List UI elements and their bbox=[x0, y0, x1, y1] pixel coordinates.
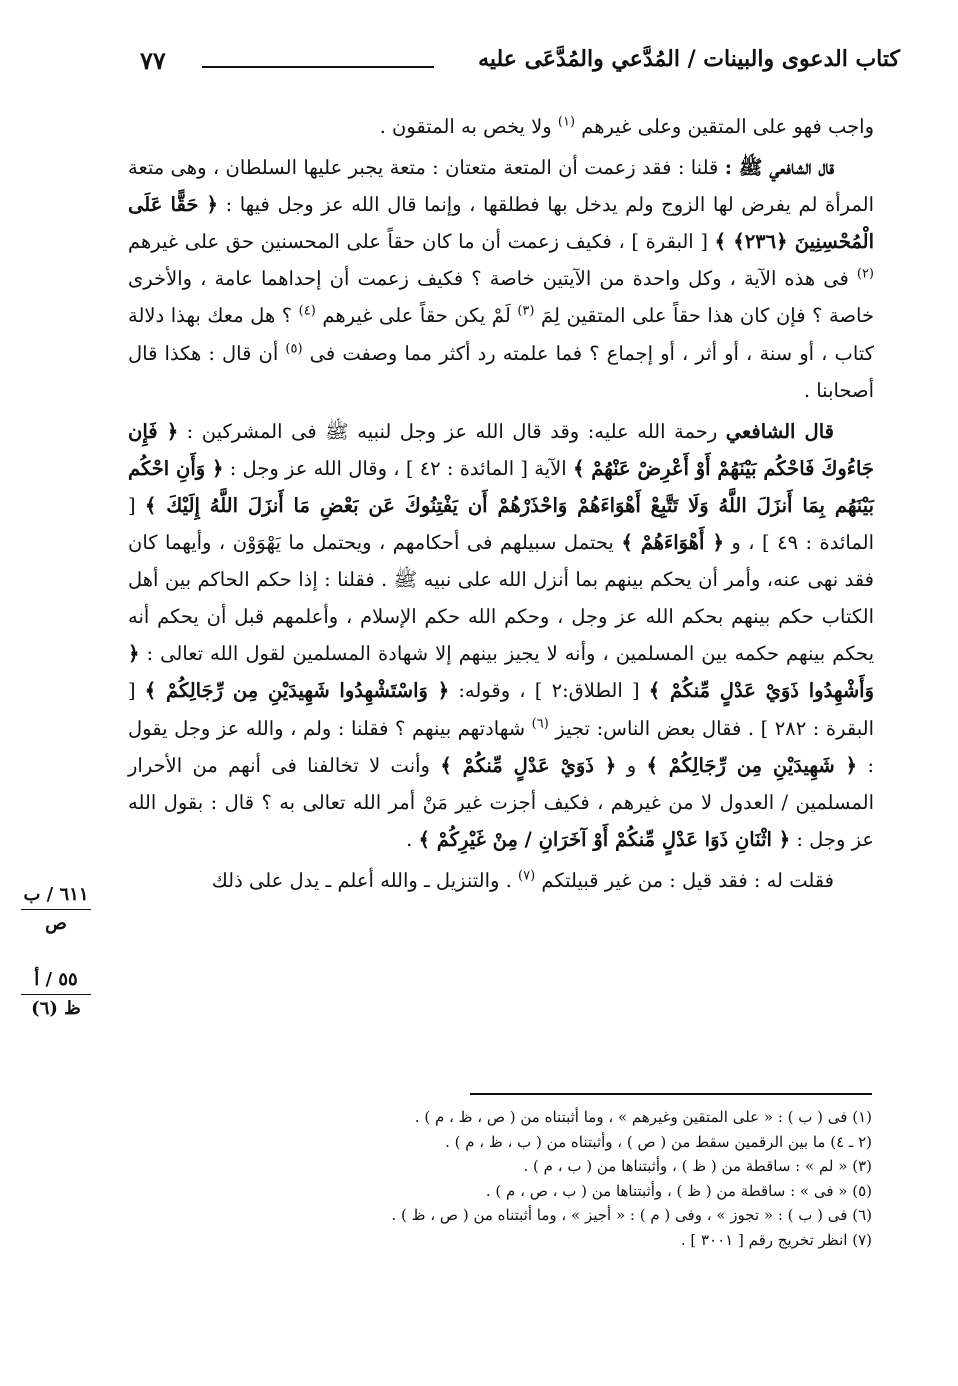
quran-verse: ﴿ فَإِن جَاءُوكَ فَاحْكُم بَيْنَهُمْ أَوْ أَعْرِضْ عَنْهُمْ ﴾ bbox=[128, 419, 874, 480]
text-run: ولا يخص به المتقون . bbox=[379, 115, 552, 138]
text-run: يحتمل سبيلهم فى أحكامهم ، ويحتمل ما يَهْوَوْن ، وأيهما كان فقد نهى عنه، وأمر أن يحكم بينهم بما أنزل الله على نبيه ﷺ . فقلنا : إذا حكم الحاكم بين أهل الكتاب حكم بينهم بحكم الله عز وجل ، وحكم الله حكم الإسلام ، وأعلمهم قبل أن يحكم أنه يحكم بينهم حكمه بين المسلمين ، وأنه لا يجيز بينهم إلا شهادة المسلمين لقول الله تعالى : bbox=[128, 531, 874, 666]
text-run: قلنا : فقد زعمت أن المتعة متعتان : متعة يجبر عليها السلطان ، وهى متعة المرأة لم يفرض لها الزوج ولم يدخل بها فطلقها ، وإنما قال الله عز وجل فيها : bbox=[128, 156, 875, 217]
footnote-ref: (٧) bbox=[518, 868, 536, 884]
header-rule bbox=[202, 66, 434, 68]
speaker-heading: قال الشافعي ﷺ : bbox=[724, 156, 835, 180]
text-run: واجب فهو على المتقين وعلى غيرهم bbox=[581, 115, 874, 138]
quran-verse: ﴿ وَأَنِ احْكُم بَيْنَهُم بِمَا أَنزَلَ اللَّهُ وَلَا تَتَّبِعْ أَهْوَاءَهُمْ وَاحْذَرْهُمْ أَن يَفْتِنُوكَ عَن بَعْضِ مَا أَنزَلَ اللَّهُ إِلَيْكَ ﴾ bbox=[128, 456, 874, 517]
paragraph-3 bbox=[128, 413, 874, 858]
text-run: شهادتهم بينهم ؟ فقلنا : ولم ، والله عز وجل يقول : bbox=[128, 716, 875, 777]
footnote: (١) فى ( ب ) : « على المتقين وغيرهم » ، وما أثبتناه من ( ص ، ظ ، م ) . bbox=[414, 1108, 872, 1126]
footnote-ref: (٤) bbox=[298, 303, 316, 319]
text-run: [ المائدة : ٤٩ ] ، و bbox=[128, 493, 874, 555]
paragraph-1 bbox=[128, 108, 874, 145]
text-run: [ البقرة : ٢٨٢ ] . فقال بعض الناس: تجيز bbox=[128, 679, 875, 740]
text-run: . والتنزيل ـ والله أعلم ـ يدل على ذلك bbox=[211, 868, 512, 892]
quran-verse: ﴿ ذَوَيْ عَدْلٍ مِّنكُمْ ﴾ bbox=[440, 753, 617, 777]
paragraph-4 bbox=[128, 862, 874, 899]
footnote-ref: (٦) bbox=[531, 716, 549, 731]
text-run: وأنت لا تخالفنا فى أنهم من الأحرار المسلمين / العدول لا من غيرهم ، فكيف أجزت غير مَنْ أمر الله تعالى به ؟ قال : بقول الله عز وجل : bbox=[128, 753, 874, 851]
page-number: ٧٧ bbox=[140, 46, 166, 75]
text-run: [ الطلاق:٢ ] ، وقوله: bbox=[458, 679, 640, 703]
footnote-separator bbox=[470, 1093, 872, 1095]
margin-note-siglum: ظ (٦) bbox=[31, 998, 81, 1019]
margin-note-siglum: ص bbox=[45, 913, 67, 934]
quran-verse: ﴿ حَقًّا عَلَى الْمُحْسِنِينَ ﴿٢٣٦﴾ ﴾ bbox=[128, 193, 874, 254]
margin-note-folio: ٥٥ / أ bbox=[34, 969, 78, 990]
page-header bbox=[140, 44, 900, 84]
running-title: كتاب الدعوى والبينات / المُدَّعي والمُدَّعَى عليه bbox=[478, 46, 900, 72]
quran-verse: ﴿ أَهْوَاءَهُمْ ﴾ bbox=[621, 531, 724, 555]
quran-verse: ﴿ وَأَشْهِدُوا ذَوَيْ عَدْلٍ مِّنكُمْ ﴾ bbox=[128, 642, 874, 703]
text-run: فى هذه الآية ، وكل واحدة من الآيتين خاصة ؟ فكيف زعمت أن إحداهما عامة ، والأخرى خاصة ؟ فإن كان هذا حقاً على المتقين لِمَ bbox=[128, 267, 875, 328]
main-text bbox=[128, 108, 874, 903]
margin-note-folio: ٦١١ / ب bbox=[23, 884, 89, 905]
footnote: (٣) « لم » : ساقطة من ( ظ ) ، وأثبتناها من ( ب ، م ) . bbox=[523, 1157, 872, 1176]
text-run: و bbox=[626, 753, 637, 777]
margin-note-rule bbox=[21, 909, 91, 910]
text-run: ؟ هل معك بهذا دلالة كتاب ، أو سنة ، أو أثر ، أو إجماع ؟ فما علمته رد أكثر مما وصفت فى bbox=[128, 304, 875, 365]
footnotes bbox=[300, 1105, 872, 1253]
speaker-heading: قال الشافعي bbox=[725, 419, 834, 443]
margin-note-rule bbox=[21, 994, 91, 995]
text-run: الآية [ المائدة : ٤٢ ] ، وقال الله عز وجل : bbox=[229, 456, 567, 480]
quran-verse: ﴿ شَهِيدَيْنِ مِن رِّجَالِكُمْ ﴾ bbox=[646, 753, 858, 777]
text-run: . bbox=[406, 827, 413, 851]
paragraph-2 bbox=[128, 149, 874, 409]
text-run: [ البقرة ] ، فكيف زعمت أن ما كان حقاً على المحسنين حق على غيرهم bbox=[128, 230, 708, 254]
footnote-ref: (٥) bbox=[285, 341, 303, 357]
footnote: (٥) « فى » : ساقطة من ( ظ ) ، وأثبتناها من ( ب ، ص ، م ) . bbox=[485, 1181, 872, 1200]
text-run: رحمة الله عليه: وقد قال الله عز وجل لنبيه ﷺ فى المشركين : bbox=[186, 419, 718, 443]
quran-verse: ﴿ اثْنَانِ ذَوَا عَدْلٍ مِّنكُمْ أَوْ آخَرَانِ / مِنْ غَيْرِكُمْ ﴾ bbox=[418, 827, 791, 851]
text-run: لَمْ يكن حقاً على غيرهم bbox=[322, 304, 511, 328]
quran-verse: ﴿ وَاسْتَشْهِدُوا شَهِيدَيْنِ مِن رِّجَالِكُمْ ﴾ bbox=[144, 679, 450, 703]
text-run: فقلت له : فقد قيل : من غير قبيلتكم bbox=[541, 868, 834, 892]
manuscript-margin-notes bbox=[10, 884, 102, 1020]
footnote-ref: (٢) bbox=[856, 266, 874, 282]
footnote: (٦) فى ( ب ) : « تجوز » ، وفى ( م ) : « أجيز » ، وما أثبتناه من ( ص ، ظ ) . bbox=[391, 1206, 872, 1225]
footnote-ref: (١) bbox=[557, 114, 576, 130]
footnote: (٢ ـ ٤) ما بين الرقمين سقط من ( ص ) ، وأثبتناه من ( ب ، ظ ، م ) . bbox=[445, 1132, 872, 1151]
footnote-ref: (٣) bbox=[517, 303, 535, 319]
footnote: (٧) انظر تخريج رقم [ ٣٠٠١ ] . bbox=[680, 1230, 872, 1249]
text-run: أن قال : هكذا قال أصحابنا . bbox=[128, 341, 874, 402]
